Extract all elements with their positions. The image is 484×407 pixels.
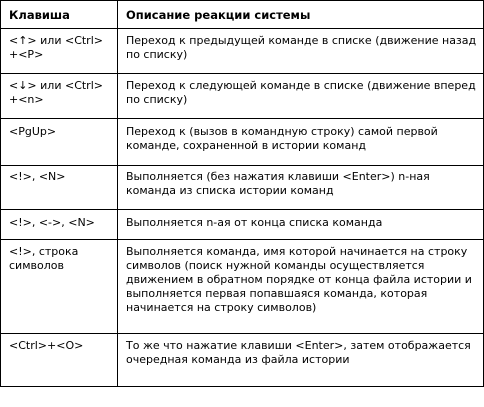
description-cell (118, 119, 484, 166)
description-cell (118, 74, 484, 119)
header-description: Описание реакции системы (118, 1, 484, 29)
table-row (1, 74, 484, 119)
description-text: Переход к следующей команде в списке (движение вперед по списку) (126, 79, 476, 106)
header-key: Клавиша (1, 1, 118, 29)
table-row (1, 334, 484, 387)
key-cell (1, 166, 118, 210)
key-cell (1, 210, 118, 240)
table-row (1, 210, 484, 240)
key-text: <!>, <N> (9, 170, 66, 183)
table-row (1, 119, 484, 166)
description-text: То же что нажатие клавиши <Enter>, затем отображается очередная команда из файла истории (126, 339, 471, 366)
key-cell (1, 29, 118, 74)
description-text: Выполняется команда, имя которой начинается на строку символов (поиск нужной команды осуществляется движением в обратном порядке от конца файла истории и выполняется первая попавшаяся команда, которая начинается на строку символов) (126, 245, 472, 314)
key-cell (1, 240, 118, 334)
table-row (1, 166, 484, 210)
table-row (1, 240, 484, 334)
key-text: <↓> или <Ctrl> +<n> (9, 79, 103, 106)
description-cell (118, 334, 484, 387)
key-text: <↑> или <Ctrl> +<P> (9, 34, 103, 61)
description-cell (118, 210, 484, 240)
description-text: Переход к предыдущей команде в списке (движение назад по списку) (126, 34, 477, 61)
key-text: <!>, <->, <N> (9, 216, 95, 229)
description-text: Выполняется (без нажатия клавиши <Enter>) n-ная команда из списка истории команд (126, 170, 430, 197)
key-text: <PgUp> (9, 125, 57, 138)
table-header-row (1, 1, 484, 29)
description-text: Переход к (вызов в командную строку) самой первой команде, сохраненной в истории команд (126, 125, 438, 152)
key-text: <!>, строка символов (9, 245, 79, 272)
key-cell (1, 74, 118, 119)
key-cell (1, 334, 118, 387)
description-cell (118, 166, 484, 210)
table-row (1, 29, 484, 74)
description-text: Выполняется n-ая от конца списка команда (126, 216, 383, 229)
description-cell (118, 240, 484, 334)
key-text: <Ctrl>+<O> (9, 339, 84, 352)
key-cell (1, 119, 118, 166)
description-cell (118, 29, 484, 74)
